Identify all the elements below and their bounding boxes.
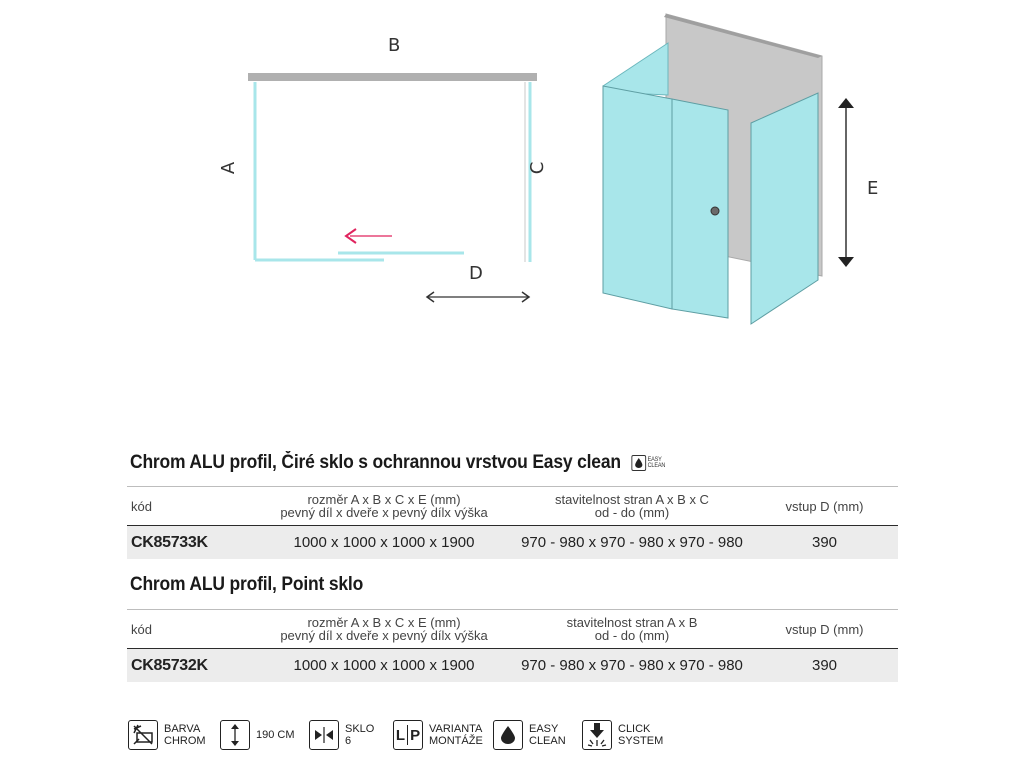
legend-line2: CHROM <box>164 735 206 747</box>
section-title-point-glass: Chrom ALU profil, Point sklo <box>130 574 364 595</box>
spec-table-point-glass <box>127 609 898 682</box>
row-code: CK85732K <box>127 649 255 683</box>
legend-text <box>256 729 295 741</box>
legend-line1: 190 CM <box>256 729 295 741</box>
legend-height <box>220 717 295 753</box>
legend-text <box>618 723 663 747</box>
click-system-icon <box>582 720 612 750</box>
legend-line1: CLICK <box>618 723 651 735</box>
label-a: A <box>218 161 239 175</box>
table-header-row <box>127 487 898 526</box>
plan-view <box>218 35 548 302</box>
header-adjust <box>513 610 751 649</box>
legend-color-chrome <box>128 717 206 753</box>
header-size <box>255 610 513 649</box>
color-chrome-icon <box>128 720 158 750</box>
badge-text <box>648 457 665 469</box>
legend-text <box>429 723 483 747</box>
legend-line1: EASY <box>529 723 559 735</box>
height-icon <box>220 720 250 750</box>
legend-easy-clean <box>493 717 566 753</box>
legend-text <box>529 723 566 747</box>
table-row <box>127 649 898 683</box>
header-entry: vstup D (mm) <box>751 487 898 526</box>
easy-clean-icon <box>493 720 523 750</box>
spec-table-easy-clean <box>127 486 898 559</box>
legend-variant <box>393 717 483 753</box>
row-code: CK85733K <box>127 526 255 560</box>
row-size: 1000 x 1000 x 1000 x 1900 <box>255 649 513 683</box>
header-adjust-line1: stavitelnost stran A x B <box>566 615 698 630</box>
door-knob <box>711 207 719 215</box>
legend-click-system <box>582 717 663 753</box>
row-entry: 390 <box>751 649 898 683</box>
top-profile <box>248 73 537 81</box>
front-door-panel <box>672 99 728 318</box>
legend-text <box>164 723 206 747</box>
header-adjust-line2: od - do (mm) <box>594 628 670 643</box>
legend-text <box>345 723 374 747</box>
glass-thickness-icon <box>309 720 339 750</box>
badge-line1: EASY <box>647 456 662 463</box>
legend-line1: SKLO <box>345 723 375 735</box>
header-adjust-line1: stavitelnost stran A x B x C <box>555 492 709 507</box>
label-b: B <box>388 35 401 56</box>
water-drop-icon <box>631 455 646 471</box>
table-row <box>127 526 898 560</box>
legend-line2: 6 <box>345 735 352 747</box>
legend-line2: SYSTEM <box>618 735 664 747</box>
left-panel-top <box>603 43 668 95</box>
header-code: kód <box>127 487 255 526</box>
legend-glass-thickness <box>309 717 374 753</box>
header-size <box>255 487 513 526</box>
header-adjust-line2: od - do (mm) <box>594 505 670 520</box>
perspective-view <box>603 14 878 324</box>
header-size-line2: pevný díl x dveře x pevný dílx výška <box>280 628 488 643</box>
table-header-row <box>127 610 898 649</box>
right-side-panel <box>751 93 818 324</box>
header-size-line1: rozměr A x B x C x E (mm) <box>307 492 461 507</box>
left-right-variant-icon: L P <box>393 720 423 750</box>
header-entry: vstup D (mm) <box>751 610 898 649</box>
legend-line1: VARIANTA <box>429 723 483 735</box>
header-adjust <box>513 487 751 526</box>
easy-clean-badge <box>631 455 665 471</box>
legend-line1: BARVA <box>164 723 201 735</box>
row-size: 1000 x 1000 x 1000 x 1900 <box>255 526 513 560</box>
row-adjust: 970 - 980 x 970 - 980 x 970 - 980 <box>513 649 751 683</box>
dimension-e-arrow-down <box>838 257 854 267</box>
row-entry: 390 <box>751 526 898 560</box>
label-e: E <box>867 178 879 199</box>
legend-line2: MONTÁŽE <box>429 735 483 747</box>
label-d: D <box>469 263 483 284</box>
section-title-text: Chrom ALU profil, Čiré sklo s ochrannou vrstvou Easy clean <box>130 452 621 473</box>
dimension-e-arrow-up <box>838 98 854 108</box>
row-adjust: 970 - 980 x 970 - 980 x 970 - 980 <box>513 526 751 560</box>
legend-line2: CLEAN <box>529 735 566 747</box>
front-fixed-panel <box>603 86 672 309</box>
header-size-line2: pevný díl x dveře x pevný dílx výška <box>280 505 488 520</box>
header-code: kód <box>127 610 255 649</box>
label-c: C <box>527 161 548 175</box>
header-size-line1: rozměr A x B x C x E (mm) <box>307 615 461 630</box>
badge-line2: CLEAN <box>647 462 666 469</box>
section-title-easy-clean <box>130 452 665 474</box>
